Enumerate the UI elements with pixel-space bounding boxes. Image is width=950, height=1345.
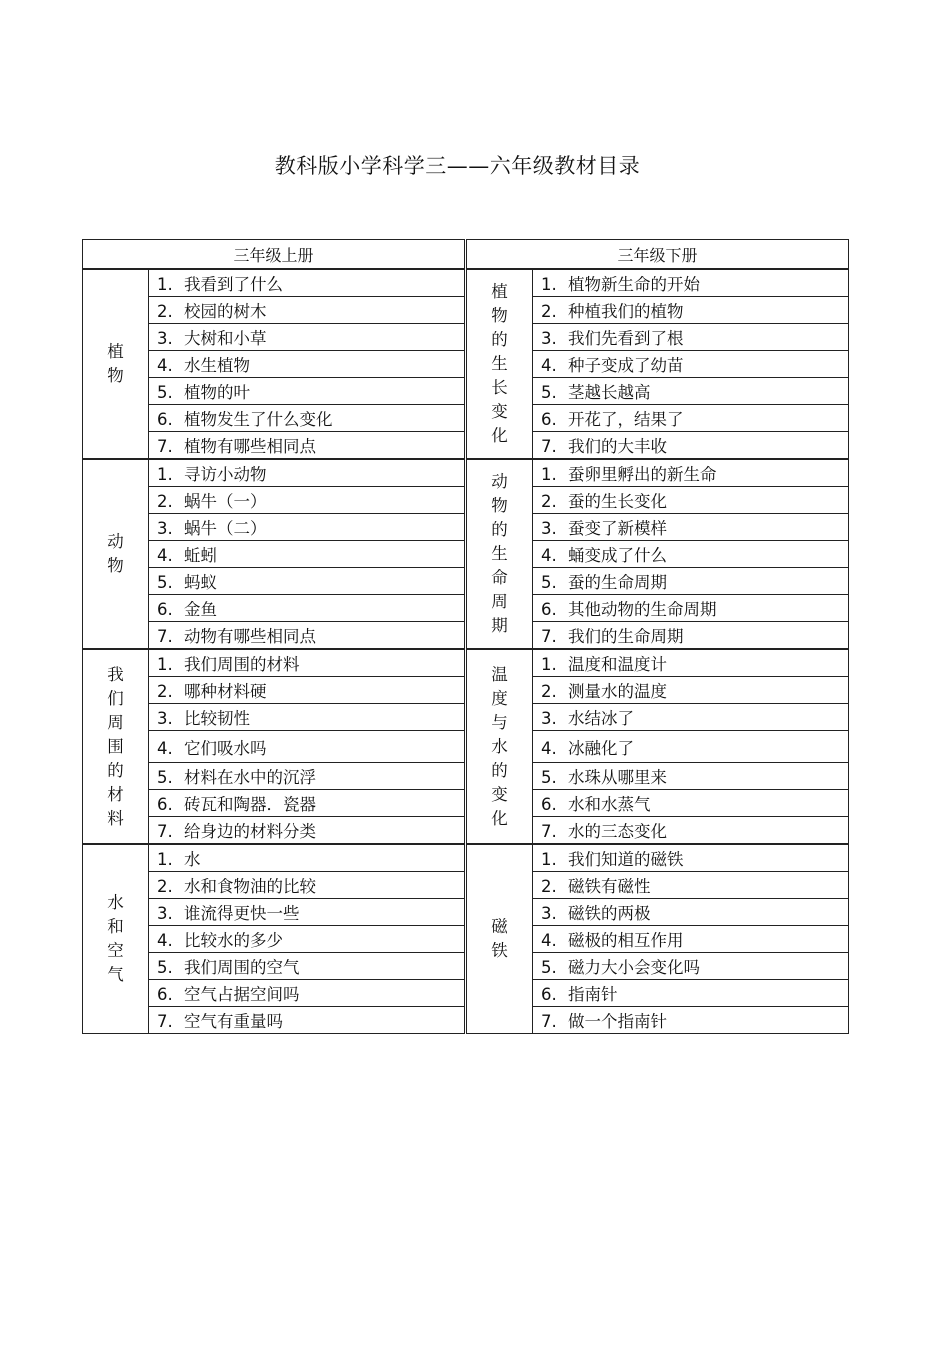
lesson-number: 4. (541, 931, 557, 950)
lesson-number: 5. (541, 958, 557, 977)
lesson-title: 砖瓦和陶器．瓷器 (184, 795, 316, 814)
unit-name (467, 649, 533, 844)
volume-table-grade3-first (82, 239, 465, 1034)
lesson-number: 3. (157, 904, 173, 923)
lesson-item (149, 324, 465, 351)
lesson-number: 2. (541, 682, 557, 701)
lesson-number: 3. (541, 709, 557, 728)
lesson-title: 水珠从哪里来 (568, 768, 667, 787)
lesson-title: 植物新生命的开始 (568, 275, 700, 294)
lesson-title: 我们周围的材料 (184, 655, 300, 674)
lesson-title: 水结冰了 (568, 709, 634, 728)
lesson-item (533, 595, 849, 622)
lesson-number: 2. (157, 492, 173, 511)
lesson-item (533, 622, 849, 650)
lesson-item (149, 541, 465, 568)
lesson-title: 蛹变成了什么 (568, 546, 667, 565)
volume-heading: 三年级上册 (83, 240, 465, 270)
unit-name-text: 水和空气 (107, 893, 124, 984)
lesson-item (533, 980, 849, 1007)
page-title: 教科版小学科学三——六年级教材目录 (274, 154, 641, 178)
lesson-number: 2. (157, 682, 173, 701)
lesson-item (533, 378, 849, 405)
lesson-title: 茎越长越高 (568, 383, 651, 402)
lesson-item (533, 351, 849, 378)
volume-heading: 三年级下册 (467, 240, 849, 270)
table-row (467, 459, 849, 487)
lesson-item (533, 790, 849, 817)
lesson-item (149, 649, 465, 677)
lesson-number: 3. (157, 329, 173, 348)
lesson-number: 4. (541, 738, 557, 758)
unit-name-text: 我们周围的材料 (107, 664, 124, 828)
lesson-number: 6. (541, 795, 557, 814)
lesson-item (533, 704, 849, 731)
lesson-title: 植物有哪些相同点 (184, 437, 316, 456)
lesson-item (149, 595, 465, 622)
lesson-title: 冰融化了 (568, 738, 634, 758)
lesson-number: 2. (157, 877, 173, 896)
lesson-number: 3. (541, 329, 557, 348)
lesson-title: 空气占据空间吗 (184, 985, 300, 1004)
lesson-item (149, 731, 465, 763)
lesson-number: 1. (541, 655, 557, 674)
table-row (83, 649, 465, 677)
lesson-title: 蜗牛（二） (184, 519, 267, 538)
lesson-number: 5. (157, 573, 173, 592)
lesson-number: 5. (541, 383, 557, 402)
lesson-number: 4. (157, 738, 173, 758)
lesson-item (149, 926, 465, 953)
table-row (467, 269, 849, 297)
lesson-title: 种植我们的植物 (568, 302, 684, 321)
lesson-item (533, 817, 849, 845)
lesson-item (533, 541, 849, 568)
lesson-item (533, 297, 849, 324)
lesson-number: 6. (157, 985, 173, 1004)
lesson-number: 1. (157, 850, 173, 869)
lesson-title: 动物有哪些相同点 (184, 627, 316, 646)
lesson-title: 种子变成了幼苗 (568, 356, 684, 375)
lesson-number: 7. (157, 437, 173, 456)
lesson-number: 4. (541, 356, 557, 375)
lesson-item (533, 677, 849, 704)
volume-table-grade3-second (466, 239, 849, 1034)
lesson-title: 比较水的多少 (184, 931, 283, 950)
lesson-number: 6. (541, 410, 557, 429)
lesson-item (149, 351, 465, 378)
lesson-item (149, 704, 465, 731)
table-row (467, 844, 849, 872)
unit-name-text: 植物 (107, 342, 124, 385)
lesson-title: 水生植物 (184, 356, 250, 375)
lesson-item (533, 269, 849, 297)
lesson-number: 3. (541, 904, 557, 923)
lesson-item (149, 817, 465, 845)
lesson-number: 5. (157, 383, 173, 402)
lesson-number: 2. (157, 302, 173, 321)
lesson-title: 蚂蚁 (184, 573, 217, 592)
lesson-title: 磁铁的两极 (568, 904, 651, 923)
lesson-item (533, 487, 849, 514)
lesson-item (533, 844, 849, 872)
lesson-number: 7. (541, 627, 557, 646)
lesson-title: 蚕变了新模样 (568, 519, 667, 538)
lesson-item (149, 1007, 465, 1034)
unit-name (467, 844, 533, 1034)
lesson-title: 我们周围的空气 (184, 958, 300, 977)
lesson-title: 水 (184, 850, 201, 869)
lesson-item (533, 649, 849, 677)
lesson-number: 1. (157, 465, 173, 484)
unit-name (83, 459, 149, 649)
lesson-title: 蚕的生长变化 (568, 492, 667, 511)
lesson-number: 5. (157, 768, 173, 787)
lesson-title: 植物发生了什么变化 (184, 410, 333, 429)
unit-name-text: 温度与水的变化 (491, 664, 508, 828)
lesson-title: 谁流得更快一些 (184, 904, 300, 923)
lesson-title: 蚯蚓 (184, 546, 217, 565)
lesson-item (533, 324, 849, 351)
lesson-title: 水的三态变化 (568, 822, 667, 841)
lesson-title: 温度和温度计 (568, 655, 667, 674)
lesson-item (149, 622, 465, 650)
lesson-item (533, 731, 849, 763)
lesson-title: 金鱼 (184, 600, 217, 619)
lesson-number: 1. (541, 850, 557, 869)
lesson-title: 我们先看到了根 (568, 329, 684, 348)
lesson-title: 水和食物油的比较 (184, 877, 316, 896)
lesson-item (149, 297, 465, 324)
lesson-number: 3. (157, 519, 173, 538)
lesson-title: 给身边的材料分类 (184, 822, 316, 841)
lesson-title: 测量水的温度 (568, 682, 667, 701)
lesson-number: 6. (157, 600, 173, 619)
lesson-title: 寻访小动物 (184, 465, 267, 484)
lesson-title: 蜗牛（一） (184, 492, 267, 511)
lesson-number: 1. (541, 275, 557, 294)
lesson-title: 我们知道的磁铁 (568, 850, 684, 869)
unit-name (83, 649, 149, 844)
lesson-title: 蚕的生命周期 (568, 573, 667, 592)
table-row (467, 649, 849, 677)
lesson-number: 7. (541, 1012, 557, 1031)
lesson-item (149, 405, 465, 432)
lesson-number: 2. (541, 492, 557, 511)
lesson-number: 1. (157, 275, 173, 294)
lesson-title: 空气有重量吗 (184, 1012, 283, 1031)
lesson-title: 蚕卵里孵出的新生命 (568, 465, 717, 484)
lesson-title: 比较韧性 (184, 709, 250, 728)
lesson-item (533, 568, 849, 595)
lesson-number: 4. (157, 356, 173, 375)
lesson-number: 7. (541, 822, 557, 841)
lesson-number: 5. (541, 573, 557, 592)
lesson-item (533, 514, 849, 541)
lesson-title: 哪种材料硬 (184, 682, 267, 701)
lesson-number: 6. (541, 600, 557, 619)
lesson-item (533, 459, 849, 487)
unit-name-text: 磁铁 (491, 917, 508, 960)
lesson-title: 校园的树木 (184, 302, 267, 321)
lesson-item (533, 926, 849, 953)
lesson-item (149, 899, 465, 926)
lesson-number: 6. (157, 410, 173, 429)
lesson-number: 4. (157, 546, 173, 565)
lesson-number: 7. (157, 1012, 173, 1031)
lesson-title: 我们的大丰收 (568, 437, 667, 456)
lesson-title: 我们的生命周期 (568, 627, 684, 646)
lesson-item (533, 432, 849, 460)
lesson-item (533, 899, 849, 926)
lesson-title: 材料在水中的沉浮 (184, 768, 316, 787)
lesson-item (533, 872, 849, 899)
lesson-title: 做一个指南针 (568, 1012, 667, 1031)
lesson-title: 磁力大小会变化吗 (568, 958, 700, 977)
lesson-title: 我看到了什么 (184, 275, 283, 294)
lesson-title: 植物的叶 (184, 383, 250, 402)
lesson-number: 6. (157, 795, 173, 814)
lesson-title: 它们吸水吗 (184, 738, 267, 758)
lesson-number: 1. (541, 465, 557, 484)
lesson-item (149, 953, 465, 980)
lesson-item (533, 953, 849, 980)
unit-name (83, 844, 149, 1034)
lesson-item (149, 568, 465, 595)
lesson-title: 大树和小草 (184, 329, 267, 348)
lesson-item (149, 677, 465, 704)
lesson-number: 5. (157, 958, 173, 977)
lesson-title: 指南针 (568, 985, 618, 1004)
lesson-title: 开花了，结果了 (568, 410, 684, 429)
lesson-item (149, 980, 465, 1007)
lesson-item (149, 459, 465, 487)
lesson-number: 2. (541, 877, 557, 896)
lesson-number: 7. (157, 627, 173, 646)
lesson-item (149, 378, 465, 405)
unit-name (83, 269, 149, 459)
lesson-number: 2. (541, 302, 557, 321)
lesson-item (149, 514, 465, 541)
unit-name (467, 269, 533, 459)
lesson-item (149, 487, 465, 514)
lesson-title: 磁极的相互作用 (568, 931, 684, 950)
lesson-item (149, 763, 465, 790)
lesson-number: 4. (157, 931, 173, 950)
lesson-item (149, 872, 465, 899)
lesson-number: 7. (157, 822, 173, 841)
lesson-number: 3. (157, 709, 173, 728)
lesson-number: 6. (541, 985, 557, 1004)
unit-name-text: 动物 (107, 532, 124, 575)
lesson-title: 其他动物的生命周期 (568, 600, 717, 619)
lesson-item (533, 405, 849, 432)
table-row (83, 269, 465, 297)
lesson-number: 1. (157, 655, 173, 674)
lesson-title: 磁铁有磁性 (568, 877, 651, 896)
unit-name-text: 植物的生长变化 (491, 282, 508, 445)
lesson-number: 3. (541, 519, 557, 538)
lesson-number: 7. (541, 437, 557, 456)
unit-name-text: 动物的生命周期 (491, 472, 508, 635)
lesson-number: 4. (541, 546, 557, 565)
lesson-item (149, 432, 465, 460)
lesson-item (533, 763, 849, 790)
lesson-item (149, 790, 465, 817)
lesson-title: 水和水蒸气 (568, 795, 651, 814)
lesson-item (533, 1007, 849, 1034)
lesson-number: 5. (541, 768, 557, 787)
lesson-item (149, 844, 465, 872)
table-row (83, 459, 465, 487)
unit-name (467, 459, 533, 649)
lesson-item (149, 269, 465, 297)
table-row (83, 844, 465, 872)
